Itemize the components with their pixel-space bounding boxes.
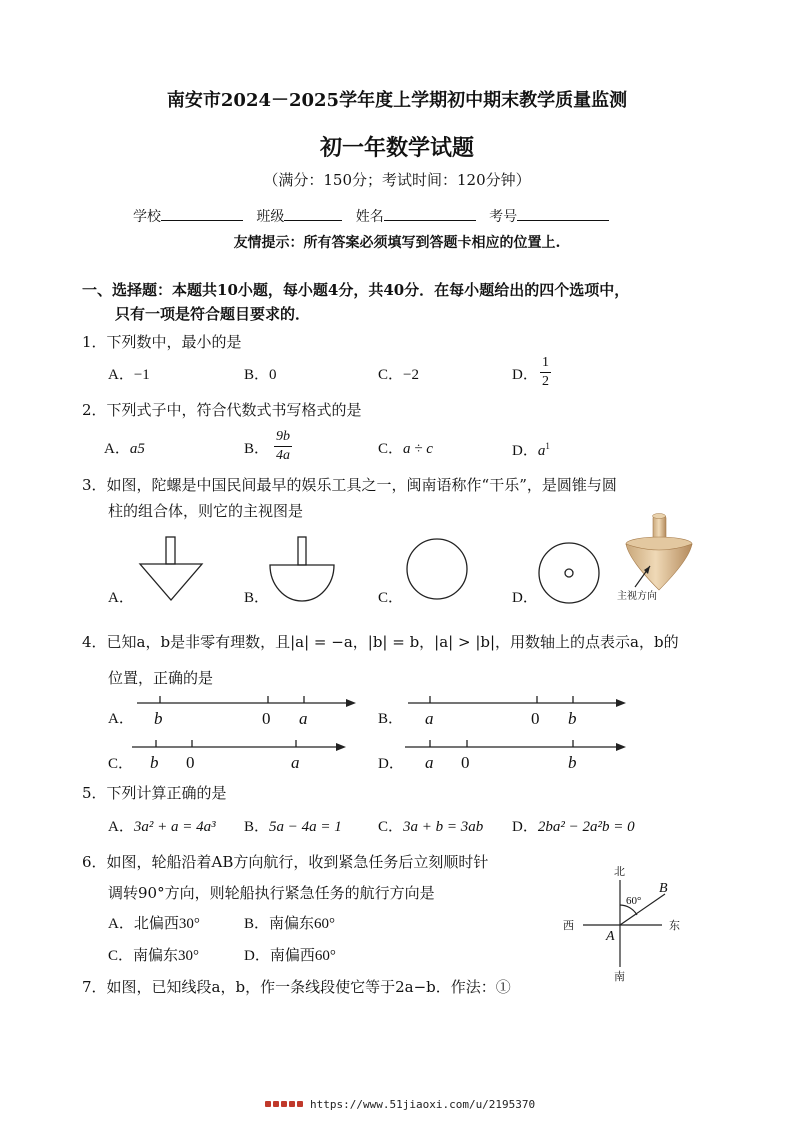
q4-a-label-b: b — [154, 709, 163, 728]
q2-option-b-label: B． — [244, 441, 270, 457]
q6-option-a: A．北偏西30° — [108, 916, 200, 932]
compass-west: 西 — [563, 919, 574, 932]
q6-option-d: D．南偏西60° — [244, 948, 336, 964]
q5-stem: 5．下列计算正确的是 — [82, 784, 227, 802]
field-class-label: 班级 — [256, 209, 285, 225]
q1-stem: 1．下列数中，最小的是 — [82, 333, 242, 351]
q3-option-c-label: C． — [378, 590, 404, 606]
footer-url[interactable]: https://www.51jiaoxi.com/u/2195370 — [310, 1098, 536, 1111]
q7-stem: 7．如图，已知线段a，b，作一条线段使它等于2a−b．作法：① — [82, 978, 511, 996]
q6-stem: 6．如图，轮船沿着AB方向航行，收到紧急任务后立刻顺时针 — [82, 853, 489, 871]
q5-option-d: D．2ba² − 2a²b = 0 — [512, 819, 635, 835]
q2-option-d: D．$a^1$ — [512, 441, 550, 459]
field-school-label: 学校 — [133, 209, 161, 225]
q4-b-label-0: 0 — [531, 709, 540, 728]
q3-stem: 3．如图，陀螺是中国民间最早的娱乐工具之一，闽南语称作“干乐”，是圆锥与圆 — [82, 476, 617, 494]
q3-stem-cont: 柱的组合体，则它的主视图是 — [108, 502, 304, 520]
point-b-label: B — [659, 881, 668, 896]
q4-option-c-label: C． — [108, 756, 134, 772]
exam-info: （满分：150分；考试时间：120分钟） — [263, 171, 531, 189]
q4-option-d-label: D． — [378, 756, 404, 772]
q4-b-label-a: a — [425, 709, 434, 728]
q4-d-label-b: b — [568, 753, 577, 772]
q3-option-b-label: B． — [244, 590, 270, 606]
q4-stem: 4．已知a，b是非零有理数，且|a| = −a，|b| = b，|a| > |b|，用数轴上的点表示a，b的 — [82, 633, 679, 651]
q4-option-b-label: B． — [378, 711, 404, 727]
field-id-label: 考号 — [489, 209, 518, 225]
q4-option-a-label: A． — [108, 711, 134, 727]
q1-option-a: A．−1 — [108, 367, 150, 383]
main-view-caption: 主视方向 — [617, 591, 657, 602]
q4-c-label-b: b — [150, 753, 159, 772]
section1-heading-cont: 只有一项是符合题目要求的． — [115, 305, 311, 323]
q5-option-b: B．5a − 4a = 1 — [244, 819, 342, 835]
compass-east: 东 — [669, 919, 680, 932]
section1-heading: 一、选择题：本题共10小题，每小题4分，共40分．在每小题给出的四个选项中， — [82, 281, 630, 299]
friendly-tip: 友情提示：所有答案必须填写到答题卡相应的位置上. — [233, 235, 561, 251]
q3-option-d-label: D． — [512, 590, 538, 606]
point-a-label: A — [606, 929, 615, 944]
exam-subtitle: 初一年数学试题 — [319, 135, 474, 161]
q4-a-label-0: 0 — [262, 709, 271, 728]
q4-c-label-0: 0 — [186, 753, 195, 772]
q3-option-a-label: A． — [108, 590, 134, 606]
field-name-label: 姓名 — [355, 209, 384, 225]
compass-south: 南 — [614, 970, 625, 983]
q1-option-d-label: D． — [512, 367, 538, 383]
angle-label: 60° — [626, 895, 642, 907]
q4-b-label-b: b — [568, 709, 577, 728]
exam-title: 南安市2024－2025学年度上学期初中期末教学质量监测 — [166, 90, 628, 111]
q4-a-label-a: a — [299, 709, 308, 728]
q1-option-d-fraction: $\frac{1}{2}$ — [542, 355, 549, 389]
compass-north: 北 — [614, 865, 625, 878]
q4-c-label-a: a — [291, 753, 300, 772]
q2-option-b-fraction: $\frac{9b}{4a}$ — [276, 429, 290, 463]
q1-option-b: B．0 — [244, 367, 277, 383]
q5-option-a: A．3a² + a = 4a³ — [108, 819, 216, 835]
q2-option-c: C．a ÷ c — [378, 441, 433, 457]
q2-option-a: A．a5 — [104, 441, 145, 457]
q1-option-c: C．−2 — [378, 367, 419, 383]
q4-stem-cont: 位置，正确的是 — [108, 669, 214, 687]
q2-stem: 2．下列式子中，符合代数式书写格式的是 — [82, 401, 362, 419]
q5-option-c: C．3a + b = 3ab — [378, 819, 484, 835]
q6-option-c: C．南偏东30° — [108, 948, 200, 964]
q4-d-label-a: a — [425, 753, 434, 772]
q6-stem-cont: 调转90°方向，则轮船执行紧急任务的航行方向是 — [108, 884, 435, 902]
q6-option-b: B．南偏东60° — [244, 916, 336, 932]
q4-d-label-0: 0 — [461, 753, 470, 772]
